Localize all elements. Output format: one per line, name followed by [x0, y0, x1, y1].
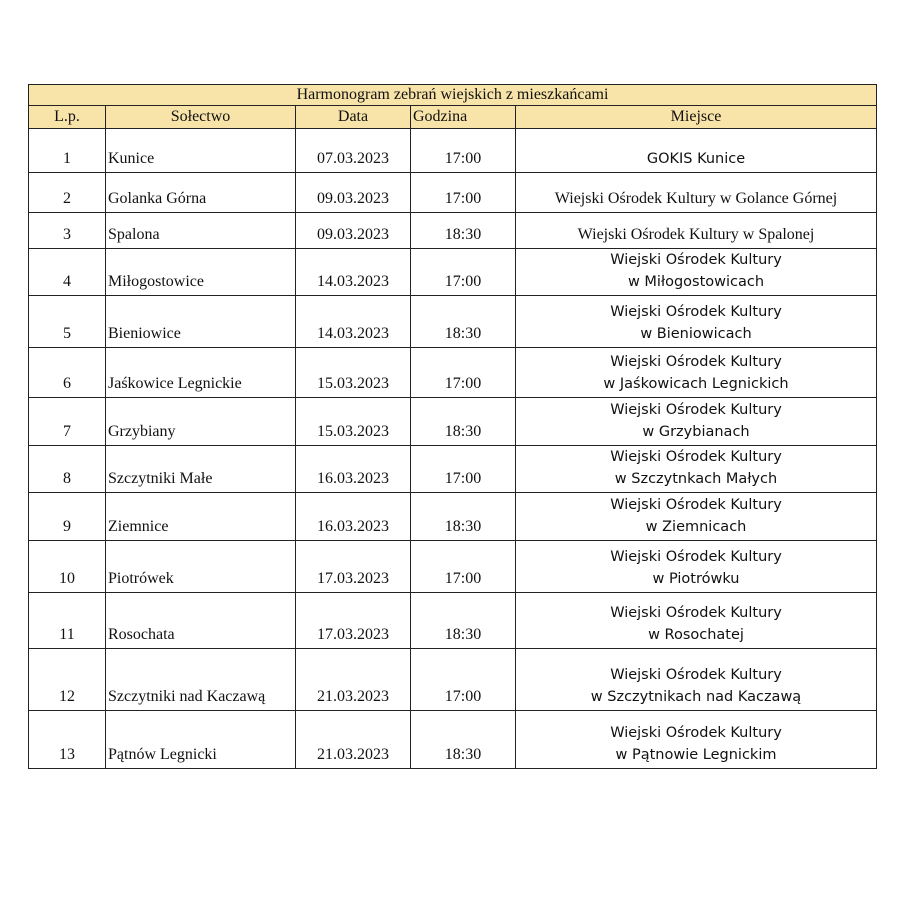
schedule-table [28, 84, 877, 769]
cell-godzina: 17:00 [411, 129, 516, 173]
cell-godzina: 18:30 [411, 493, 516, 541]
cell-data: 14.03.2023 [296, 249, 411, 296]
cell-solectwo: Miłogostowice [106, 249, 296, 296]
cell-solectwo: Kunice [106, 129, 296, 173]
header-lp: L.p. [29, 106, 106, 129]
cell-lp: 1 [29, 129, 106, 173]
cell-solectwo: Piotrówek [106, 541, 296, 593]
cell-data: 16.03.2023 [296, 493, 411, 541]
miejsce-line-1: Wiejski Ośrodek Kultury [610, 549, 782, 565]
cell-solectwo: Rosochata [106, 593, 296, 649]
miejsce-line-2: w Rosochatej [648, 627, 744, 643]
header-solectwo: Sołectwo [106, 106, 296, 129]
miejsce-line-2: w Miłogostowicach [627, 274, 765, 290]
cell-lp: 8 [29, 446, 106, 493]
cell-lp: 10 [29, 541, 106, 593]
cell-miejsce [516, 493, 877, 541]
cell-lp: 12 [29, 649, 106, 711]
table-body [29, 129, 877, 769]
miejsce-line-1: Wiejski Ośrodek Kultury w Golance Górnej [554, 190, 838, 207]
cell-solectwo: Golanka Górna [106, 173, 296, 213]
cell-lp: 9 [29, 493, 106, 541]
cell-godzina: 18:30 [411, 213, 516, 249]
cell-miejsce [516, 446, 877, 493]
miejsce-line-1: Wiejski Ośrodek Kultury [610, 497, 782, 513]
cell-lp: 5 [29, 296, 106, 348]
cell-data: 09.03.2023 [296, 213, 411, 249]
table-row [29, 493, 877, 541]
cell-solectwo: Jaśkowice Legnickie [106, 348, 296, 398]
miejsce-line-1: Wiejski Ośrodek Kultury [610, 449, 782, 465]
miejsce-line-2: w Bieniowicach [640, 326, 752, 342]
cell-lp: 6 [29, 348, 106, 398]
cell-solectwo: Szczytniki Małe [106, 446, 296, 493]
miejsce-line-1: Wiejski Ośrodek Kultury [610, 725, 782, 741]
cell-godzina: 17:00 [411, 649, 516, 711]
table-row [29, 398, 877, 446]
cell-data: 21.03.2023 [296, 649, 411, 711]
cell-miejsce [516, 649, 877, 711]
table-row [29, 446, 877, 493]
miejsce-line-2: w Szczytnikach nad Kaczawą [590, 689, 802, 705]
cell-miejsce [516, 593, 877, 649]
cell-solectwo: Grzybiany [106, 398, 296, 446]
cell-miejsce [516, 296, 877, 348]
table-row [29, 249, 877, 296]
miejsce-line-2: w Pątnowie Legnickim [615, 747, 777, 763]
table-row [29, 173, 877, 213]
cell-lp: 4 [29, 249, 106, 296]
cell-solectwo: Spalona [106, 213, 296, 249]
miejsce-line-1: Wiejski Ośrodek Kultury [610, 402, 782, 418]
cell-solectwo: Bieniowice [106, 296, 296, 348]
miejsce-line-1: GOKIS Kunice [646, 151, 746, 167]
table-row [29, 593, 877, 649]
table-row [29, 711, 877, 769]
cell-data: 15.03.2023 [296, 398, 411, 446]
cell-miejsce [516, 249, 877, 296]
table-row [29, 649, 877, 711]
table-row [29, 129, 877, 173]
cell-lp: 3 [29, 213, 106, 249]
table-row [29, 213, 877, 249]
table-row [29, 348, 877, 398]
cell-godzina: 17:00 [411, 173, 516, 213]
cell-godzina: 18:30 [411, 296, 516, 348]
cell-lp: 2 [29, 173, 106, 213]
cell-miejsce [516, 398, 877, 446]
cell-godzina: 17:00 [411, 541, 516, 593]
miejsce-line-1: Wiejski Ośrodek Kultury w Spalonej [577, 226, 815, 243]
cell-lp: 13 [29, 711, 106, 769]
miejsce-line-2: w Jaśkowicach Legnickich [603, 376, 789, 392]
header-godzina: Godzina [411, 106, 516, 129]
cell-data: 17.03.2023 [296, 593, 411, 649]
cell-data: 09.03.2023 [296, 173, 411, 213]
miejsce-line-2: w Ziemnicach [645, 519, 747, 535]
miejsce-line-1: Wiejski Ośrodek Kultury [610, 667, 782, 683]
table-title: Harmonogram zebrań wiejskich z mieszkańcami [29, 85, 877, 106]
cell-lp: 7 [29, 398, 106, 446]
miejsce-line-2: w Piotrówku [652, 571, 740, 587]
miejsce-line-1: Wiejski Ośrodek Kultury [610, 252, 782, 268]
table-row [29, 296, 877, 348]
cell-solectwo: Szczytniki nad Kaczawą [106, 649, 296, 711]
miejsce-line-1: Wiejski Ośrodek Kultury [610, 304, 782, 320]
cell-data: 17.03.2023 [296, 541, 411, 593]
cell-data: 16.03.2023 [296, 446, 411, 493]
cell-godzina: 18:30 [411, 398, 516, 446]
cell-data: 07.03.2023 [296, 129, 411, 173]
cell-data: 21.03.2023 [296, 711, 411, 769]
cell-godzina: 17:00 [411, 446, 516, 493]
cell-solectwo: Pątnów Legnicki [106, 711, 296, 769]
table-row [29, 541, 877, 593]
header-data: Data [296, 106, 411, 129]
cell-godzina: 18:30 [411, 711, 516, 769]
miejsce-line-1: Wiejski Ośrodek Kultury [610, 605, 782, 621]
cell-godzina: 17:00 [411, 249, 516, 296]
cell-miejsce [516, 129, 877, 173]
cell-miejsce [516, 348, 877, 398]
cell-godzina: 17:00 [411, 348, 516, 398]
cell-data: 14.03.2023 [296, 296, 411, 348]
miejsce-line-1: Wiejski Ośrodek Kultury [610, 354, 782, 370]
cell-miejsce [516, 213, 877, 249]
miejsce-line-2: w Szczytnkach Małych [614, 471, 778, 487]
cell-miejsce [516, 541, 877, 593]
miejsce-line-2: w Grzybianach [642, 424, 750, 440]
cell-solectwo: Ziemnice [106, 493, 296, 541]
cell-miejsce [516, 711, 877, 769]
header-miejsce: Miejsce [516, 106, 877, 129]
cell-lp: 11 [29, 593, 106, 649]
cell-data: 15.03.2023 [296, 348, 411, 398]
cell-godzina: 18:30 [411, 593, 516, 649]
cell-miejsce [516, 173, 877, 213]
